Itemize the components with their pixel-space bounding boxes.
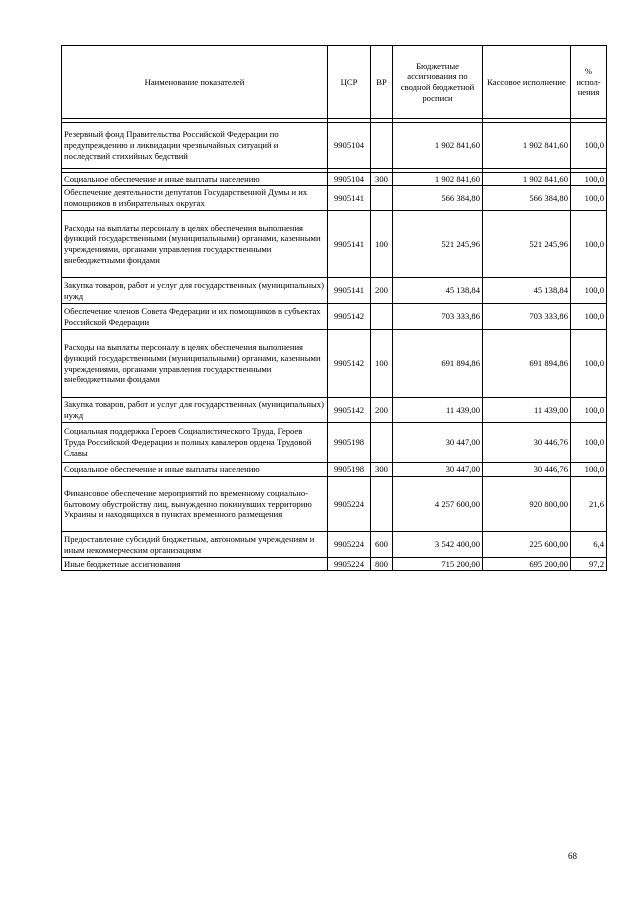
header-cash: Кассовое исполнение bbox=[483, 46, 571, 119]
table-header-row bbox=[62, 46, 607, 119]
row-name: Закупка товаров, работ и услуг для государственных (муниципальных) нужд bbox=[62, 278, 328, 304]
row-cash: 1 902 841,60 bbox=[483, 123, 571, 169]
row-pct: 100,0 bbox=[571, 398, 607, 423]
row-csr: 9905141 bbox=[328, 211, 371, 278]
row-vr: 100 bbox=[371, 211, 393, 278]
row-vr: 800 bbox=[371, 558, 393, 571]
row-vr: 300 bbox=[371, 173, 393, 186]
table-row bbox=[62, 423, 607, 463]
row-vr bbox=[371, 186, 393, 211]
row-name: Обеспечение деятельности депутатов Государственной Думы и их помощников в избирательных округах bbox=[62, 186, 328, 211]
page-number: 68 bbox=[568, 851, 577, 861]
row-budget: 691 894,86 bbox=[393, 330, 483, 398]
row-pct: 97,2 bbox=[571, 558, 607, 571]
row-csr: 9905198 bbox=[328, 423, 371, 463]
row-pct: 100,0 bbox=[571, 186, 607, 211]
row-cash: 225 600,00 bbox=[483, 532, 571, 558]
row-csr: 9905141 bbox=[328, 186, 371, 211]
header-csr: ЦСР bbox=[328, 46, 371, 119]
row-csr: 9905142 bbox=[328, 304, 371, 330]
row-budget: 715 200,00 bbox=[393, 558, 483, 571]
header-name: Наименование показателей bbox=[62, 46, 328, 119]
row-name: Обеспечение членов Совета Федерации и их помощников в субъектах Российской Федерации bbox=[62, 304, 328, 330]
row-pct: 100,0 bbox=[571, 173, 607, 186]
row-pct: 100,0 bbox=[571, 123, 607, 169]
row-pct: 21,6 bbox=[571, 477, 607, 532]
row-cash: 703 333,86 bbox=[483, 304, 571, 330]
row-cash: 521 245,96 bbox=[483, 211, 571, 278]
row-budget: 1 902 841,60 bbox=[393, 123, 483, 169]
row-budget: 521 245,96 bbox=[393, 211, 483, 278]
row-budget: 703 333,86 bbox=[393, 304, 483, 330]
row-budget: 11 439,00 bbox=[393, 398, 483, 423]
row-name: Расходы на выплаты персоналу в целях обеспечения выполнения функций государственными (муниципальными) органами, казенными учреждениями, органами управления государственными внебюджетными фондами bbox=[62, 330, 328, 398]
row-cash: 1 902 841,60 bbox=[483, 173, 571, 186]
row-csr: 9905142 bbox=[328, 398, 371, 423]
row-name: Социальная поддержка Героев Социалистического Труда, Героев Труда Российской Федерации и полных кавалеров ордена Трудовой Славы bbox=[62, 423, 328, 463]
row-budget: 4 257 600,00 bbox=[393, 477, 483, 532]
row-cash: 30 446,76 bbox=[483, 423, 571, 463]
table-row bbox=[62, 463, 607, 477]
row-cash: 695 200,00 bbox=[483, 558, 571, 571]
row-name: Иные бюджетные ассигнования bbox=[62, 558, 328, 571]
row-cash: 30 446,76 bbox=[483, 463, 571, 477]
row-cash: 45 138,84 bbox=[483, 278, 571, 304]
row-vr: 100 bbox=[371, 330, 393, 398]
table-row bbox=[62, 304, 607, 330]
row-vr: 200 bbox=[371, 278, 393, 304]
row-vr bbox=[371, 304, 393, 330]
table-row bbox=[62, 173, 607, 186]
header-budget: Бюджетные ассигнования по сводной бюджетной росписи bbox=[393, 46, 483, 119]
row-name: Резервный фонд Правительства Российской Федерации по предупреждению и ликвидации чрезвычайных ситуаций и последствий стихийных бедствий bbox=[62, 123, 328, 169]
row-name: Закупка товаров, работ и услуг для государственных (муниципальных) нужд bbox=[62, 398, 328, 423]
row-vr bbox=[371, 123, 393, 169]
row-csr: 9905104 bbox=[328, 123, 371, 169]
row-pct: 100,0 bbox=[571, 278, 607, 304]
row-csr: 9905104 bbox=[328, 173, 371, 186]
table-row bbox=[62, 558, 607, 571]
row-cash: 566 384,80 bbox=[483, 186, 571, 211]
row-csr: 9905224 bbox=[328, 532, 371, 558]
row-cash: 920 800,00 bbox=[483, 477, 571, 532]
row-name: Предоставление субсидий бюджетным, автономным учреждениям и иным некоммерческим организациям bbox=[62, 532, 328, 558]
row-name: Социальное обеспечение и иные выплаты населению bbox=[62, 463, 328, 477]
header-pct: % испол-нения bbox=[571, 46, 607, 119]
row-csr: 9905141 bbox=[328, 278, 371, 304]
row-name: Социальное обеспечение и иные выплаты населению bbox=[62, 173, 328, 186]
table-row bbox=[62, 278, 607, 304]
row-budget: 566 384,80 bbox=[393, 186, 483, 211]
row-pct: 100,0 bbox=[571, 304, 607, 330]
table-row bbox=[62, 477, 607, 532]
table-row bbox=[62, 211, 607, 278]
row-budget: 1 902 841,60 bbox=[393, 173, 483, 186]
table-row bbox=[62, 398, 607, 423]
row-cash: 11 439,00 bbox=[483, 398, 571, 423]
row-pct: 100,0 bbox=[571, 463, 607, 477]
row-csr: 9905224 bbox=[328, 477, 371, 532]
row-vr bbox=[371, 423, 393, 463]
row-vr bbox=[371, 477, 393, 532]
table-row bbox=[62, 186, 607, 211]
row-csr: 9905142 bbox=[328, 330, 371, 398]
header-vr: ВР bbox=[371, 46, 393, 119]
table-row bbox=[62, 330, 607, 398]
row-budget: 30 447,00 bbox=[393, 463, 483, 477]
row-vr: 200 bbox=[371, 398, 393, 423]
row-pct: 100,0 bbox=[571, 423, 607, 463]
row-pct: 6,4 bbox=[571, 532, 607, 558]
row-pct: 100,0 bbox=[571, 211, 607, 278]
budget-execution-table bbox=[61, 45, 607, 571]
row-budget: 30 447,00 bbox=[393, 423, 483, 463]
table-row bbox=[62, 532, 607, 558]
row-csr: 9905224 bbox=[328, 558, 371, 571]
row-name: Расходы на выплаты персоналу в целях обеспечения выполнения функций государственными (муниципальными) органами, казенными учреждениями, органами управления государственными внебюджетными фондами bbox=[62, 211, 328, 278]
row-vr: 600 bbox=[371, 532, 393, 558]
row-cash: 691 894,86 bbox=[483, 330, 571, 398]
row-vr: 300 bbox=[371, 463, 393, 477]
row-pct: 100,0 bbox=[571, 330, 607, 398]
row-budget: 45 138,84 bbox=[393, 278, 483, 304]
table-row bbox=[62, 123, 607, 169]
row-csr: 9905198 bbox=[328, 463, 371, 477]
row-name: Финансовое обеспечение мероприятий по временному социально-бытовому обустройству лиц, вынужденно покинувших территорию Украины и находящихся в пунктах временного размещения bbox=[62, 477, 328, 532]
row-budget: 3 542 400,00 bbox=[393, 532, 483, 558]
